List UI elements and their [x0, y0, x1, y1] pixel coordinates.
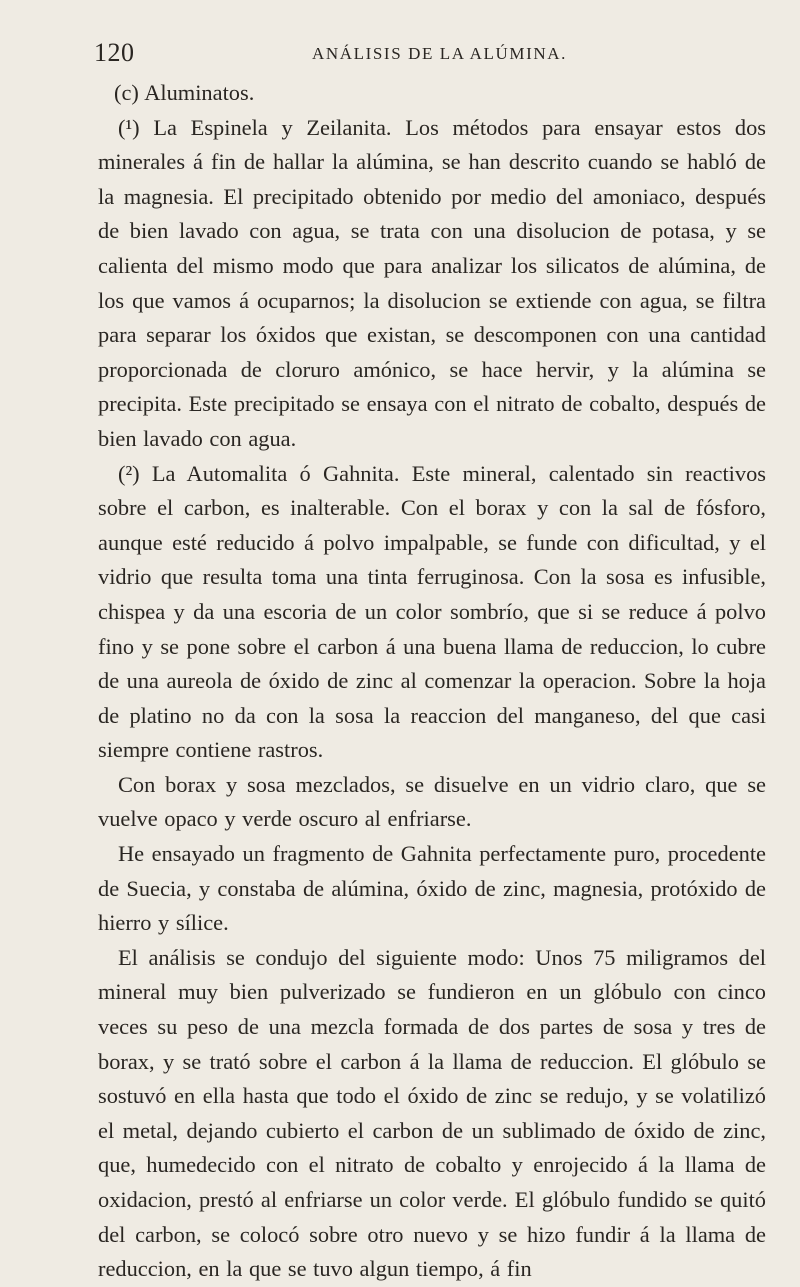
- paragraph-espinela: (¹) La Espinela y Zeilanita. Los métodos para ensayar estos dos minerales á fin de hallar la alúmina, se han descrito cuando se habló de la magnesia. El precipitado obtenido por medio del amoniaco, después de bien lavado con agua, se trata con una disolucion de potasa, y se calienta del mismo modo que para analizar los silicatos de alúmina, de los que vamos á ocuparnos; la disolucion se extiende con agua, se filtra para separar los óxidos que existan, se descomponen con una cantidad proporcionada de cloruro amónico, se hace hervir, y la alúmina se precipita. Este precipitado se ensaya con el nitrato de cobalto, después de bien lavado con agua.: [98, 114, 766, 451]
- paragraph-analysis: El análisis se condujo del siguiente modo: Unos 75 miligramos del mineral muy bien pulverizado se fundieron en un glóbulo con cinco veces su peso de una mezcla formada de dos partes de sosa y tres de borax, y se trató sobre el carbon á la llama de reduccion. El glóbulo se sostuvó en ella hasta que todo el óxido de zinc se redujo, y se volatilizó el metal, dejando cubierto el carbon de un sublimado de óxido de zinc, que, humedecido con el nitrato de cobalto y enrojecido á la llama de oxidacion, prestó al enfriarse un color verde. El glóbulo fundido se quitó del carbon, se colocó sobre otro nuevo y se hizo fundir á la llama de reduccion, en la que se tuvo algun tiempo, á fin: [98, 944, 766, 1282]
- body-text: [98, 76, 766, 1287]
- page-number: 120: [94, 38, 135, 67]
- running-title: ANÁLISIS DE LA ALÚMINA.: [312, 44, 567, 63]
- paragraph-gahnita-sample: He ensayado un fragmento de Gahnita perfectamente puro, procedente de Suecia, y constaba de alúmina, óxido de zinc, magnesia, protóxido de hierro y sílice.: [98, 841, 766, 936]
- section-heading: (c) Aluminatos.: [114, 80, 255, 105]
- paragraph-automalita: (²) La Automalita ó Gahnita. Este mineral, calentado sin reactivos sobre el carbon, es inalterable. Con el borax y con la sal de fósforo, aunque esté reducido á polvo impalpable, se funde con dificultad, y el vidrio que resulta toma una tinta ferruginosa. Con la sosa es infusible, chispea y da una escoria de un color sombrío, que si se reduce á polvo fino y se pone sobre el carbon á una buena llama de reduccion, lo cubre de una aureola de óxido de zinc al comenzar la operacion. Sobre la hoja de platino no da con la sosa la reaccion del manganeso, del que casi siempre contiene rastros.: [98, 460, 766, 763]
- running-head: [94, 30, 766, 76]
- paragraph-borax-sosa: Con borax y sosa mezclados, se disuelve en un vidrio claro, que se vuelve opaco y verde oscuro al enfriarse.: [98, 771, 766, 832]
